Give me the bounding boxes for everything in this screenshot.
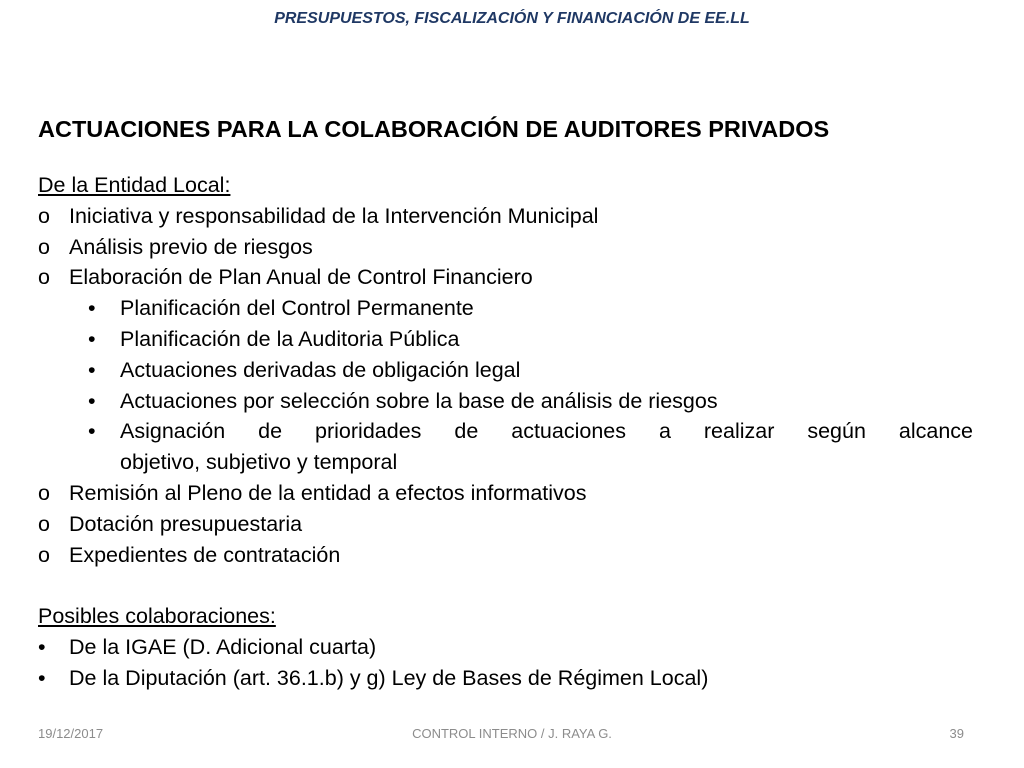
sub-list-item-continuation: objetivo, subjetivo y temporal — [120, 450, 398, 475]
bullet-icon: • — [88, 357, 96, 382]
list-item-text: Análisis previo de riesgos — [69, 234, 313, 259]
sub-list-item — [38, 324, 973, 355]
bullet-icon: • — [88, 419, 96, 444]
list-item — [38, 509, 973, 540]
footer-date: 19/12/2017 — [38, 726, 104, 741]
bullet-icon: • — [88, 326, 96, 351]
circle-bullet-icon: o — [38, 203, 50, 228]
list-item-text: De la Diputación (art. 36.1.b) y g) Ley de Bases de Régimen Local) — [69, 665, 709, 690]
list-item — [38, 201, 973, 232]
list-item-text: De la IGAE (D. Adicional cuarta) — [69, 634, 377, 659]
section-heading-colaboraciones: Posibles colaboraciones: — [38, 604, 276, 629]
slide-title: ACTUACIONES PARA LA COLABORACIÓN DE AUDITORES PRIVADOS — [38, 116, 830, 142]
bullet-icon: • — [38, 665, 46, 690]
list-item-text: Iniciativa y responsabilidad de la Intervención Municipal — [69, 203, 599, 228]
list-item — [38, 663, 973, 694]
list-item — [38, 540, 973, 571]
sub-list-item-text: Actuaciones derivadas de obligación legal — [120, 357, 521, 382]
circle-bullet-icon: o — [38, 511, 50, 536]
list-item-text: Expedientes de contratación — [69, 542, 341, 567]
list-item-text: Elaboración de Plan Anual de Control Financiero — [69, 265, 533, 290]
list-item-text: Dotación presupuestaria — [69, 511, 303, 536]
sub-list-item-text: Planificación del Control Permanente — [120, 296, 474, 321]
list-item — [38, 232, 973, 263]
list-item-text: Remisión al Pleno de la entidad a efectos informativos — [69, 480, 587, 505]
sub-list-item — [38, 386, 973, 417]
sub-list-item — [38, 355, 973, 386]
section-heading-entidad: De la Entidad Local: — [38, 173, 231, 197]
bullet-icon: • — [88, 388, 96, 413]
slide-body — [38, 170, 973, 694]
sub-list-item-text: Planificación de la Auditoria Pública — [120, 326, 460, 351]
sub-list-item — [38, 293, 973, 324]
circle-bullet-icon: o — [38, 234, 50, 259]
spacer — [38, 570, 973, 601]
list-item — [38, 632, 973, 663]
circle-bullet-icon: o — [38, 265, 50, 290]
bullet-icon: • — [38, 634, 46, 659]
slide-header: PRESUPUESTOS, FISCALIZACIÓN Y FINANCIACIÓN DE EE.LL — [274, 10, 750, 27]
sub-list-item-text: Asignación de prioridades de actuaciones a realizar según alcance — [120, 419, 973, 444]
bullet-icon: • — [88, 296, 96, 321]
list-item — [38, 262, 973, 293]
sub-list-item — [38, 416, 973, 447]
footer-center-text: CONTROL INTERNO / J. RAYA G. — [412, 726, 612, 741]
sub-list-item-text: Actuaciones por selección sobre la base de análisis de riesgos — [120, 388, 718, 413]
page-number: 39 — [949, 726, 964, 741]
circle-bullet-icon: o — [38, 542, 50, 567]
circle-bullet-icon: o — [38, 480, 50, 505]
list-item — [38, 478, 973, 509]
